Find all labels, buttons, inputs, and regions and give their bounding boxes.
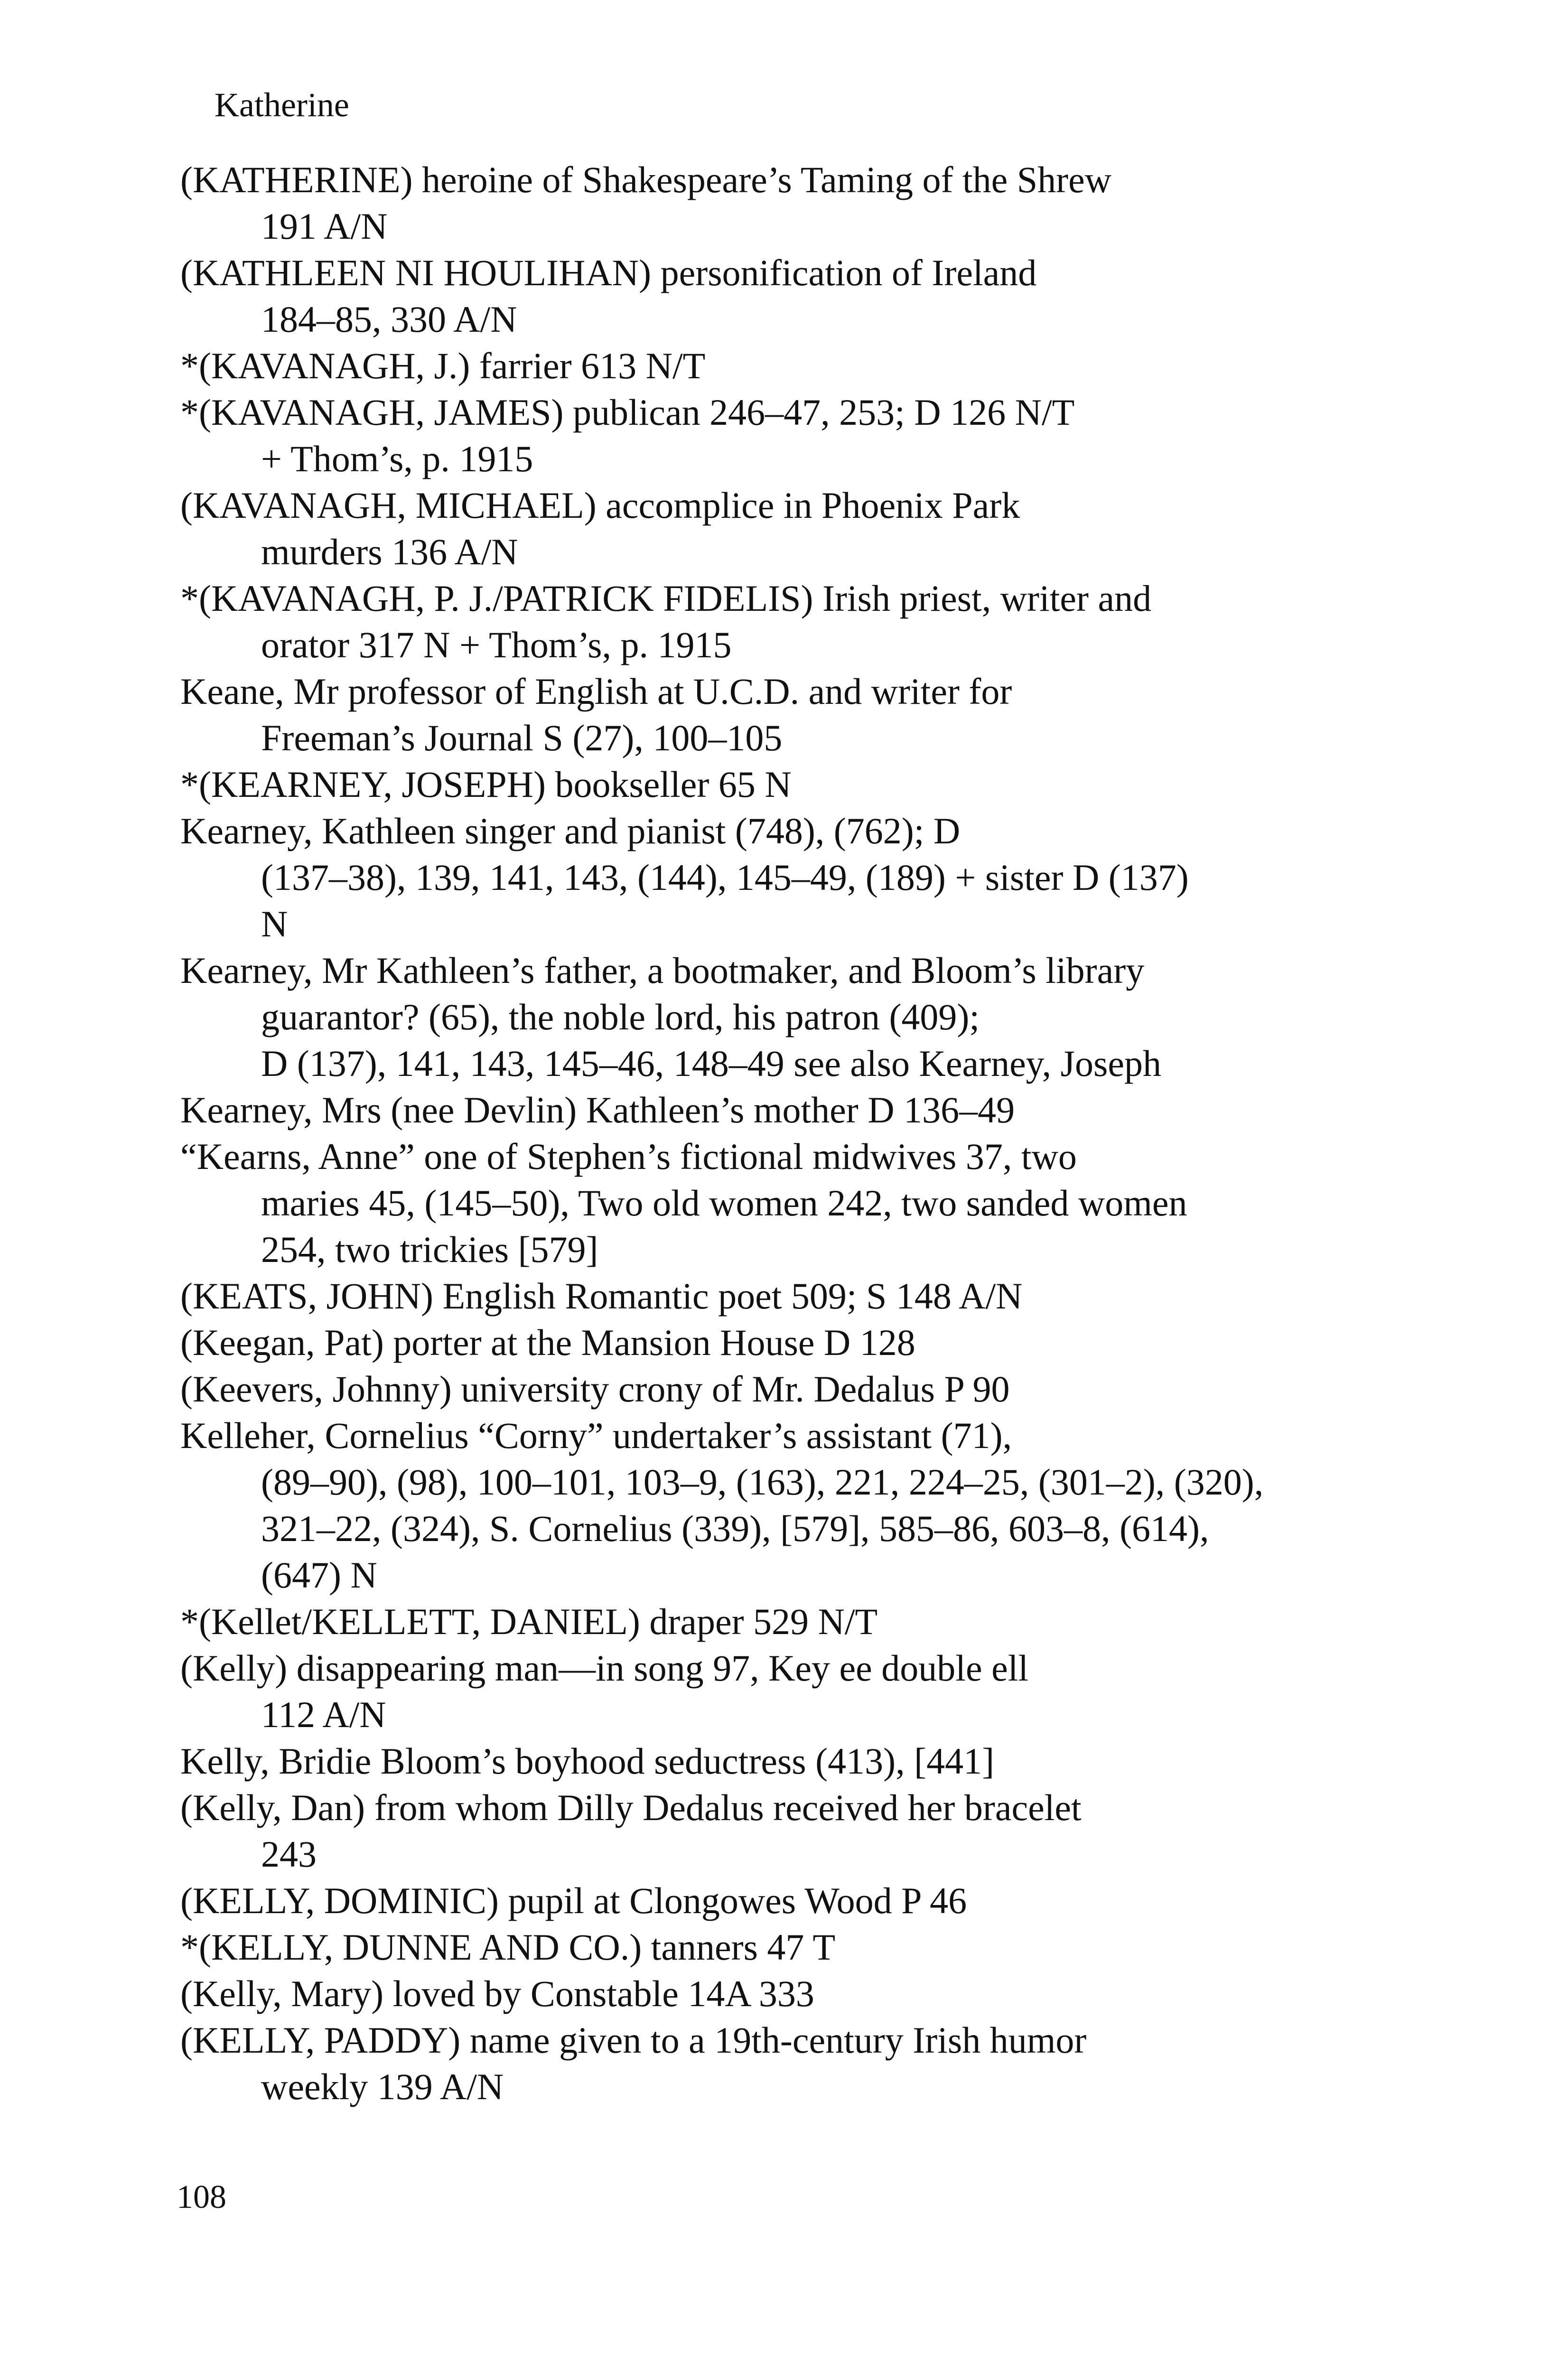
entry-headword-line: (KELLY, PADDY) name given to a 19th-century Irish humor (180, 2019, 1087, 2061)
entry-continuation-line: guarantor? (65), the noble lord, his patron (409); (261, 996, 980, 1037)
entry-continuation-line: 112 A/N (261, 1694, 386, 1735)
entry-continuation-line: maries 45, (145–50), Two old women 242, two sanded women (261, 1182, 1187, 1224)
index-entry (180, 668, 1462, 761)
index-entry (180, 808, 1462, 947)
entry-continuation-line: (89–90), (98), 100–101, 103–9, (163), 221, 224–25, (301–2), (320), (261, 1461, 1264, 1503)
entry-headword-line: *(Kellet/KELLETT, DANIEL) draper 529 N/T (180, 1601, 878, 1642)
entry-headword-line: (Keevers, Johnny) university crony of Mr. Dedalus P 90 (180, 1368, 1010, 1410)
entry-continuation-line: Freeman’s Journal S (27), 100–105 (261, 717, 783, 758)
entry-headword-line: Kelly, Bridie Bloom’s boyhood seductress (413), [441] (180, 1740, 995, 1782)
index-entries (180, 157, 1462, 2110)
index-entry (180, 2017, 1462, 2110)
index-entry (180, 1133, 1462, 1273)
entry-headword-line: (Kelly, Mary) loved by Constable 14A 333 (180, 1973, 814, 2014)
entry-headword-line: Kelleher, Cornelius “Corny” undertaker’s assistant (71), (180, 1415, 1012, 1456)
entry-headword-line: (Kelly, Dan) from whom Dilly Dedalus received her bracelet (180, 1787, 1082, 1828)
index-entry (180, 1412, 1462, 1598)
entry-continuation-line: 321–22, (324), S. Cornelius (339), [579], 585–86, 603–8, (614), (261, 1508, 1209, 1549)
index-entry (180, 157, 1462, 250)
entry-headword-line: (KELLY, DOMINIC) pupil at Clongowes Wood P 46 (180, 1880, 967, 1921)
entry-headword-line: (Keegan, Pat) porter at the Mansion House D 128 (180, 1322, 915, 1363)
index-entry (180, 1784, 1462, 1878)
page-number: 108 (177, 2179, 226, 2215)
index-entry (180, 1924, 1462, 1971)
entry-headword-line: Kearney, Mr Kathleen’s father, a bootmaker, and Bloom’s library (180, 950, 1145, 991)
entry-headword-line: (KAVANAGH, MICHAEL) accomplice in Phoenix Park (180, 485, 1020, 526)
running-head: Katherine (215, 86, 349, 124)
entry-headword-line: *(KAVANAGH, P. J./PATRICK FIDELIS) Irish priest, writer and (180, 578, 1152, 619)
entry-continuation-line: 184–85, 330 A/N (261, 299, 517, 340)
index-entry (180, 575, 1462, 668)
entry-headword-line: (Kelly) disappearing man—in song 97, Key ee double ell (180, 1647, 1029, 1689)
entry-headword-line: *(KEARNEY, JOSEPH) bookseller 65 N (180, 764, 792, 805)
entry-continuation-line: 191 A/N (261, 206, 388, 247)
entry-headword-line: *(KAVANAGH, JAMES) publican 246–47, 253; D 126 N/T (180, 392, 1075, 433)
entry-headword-line: (KEATS, JOHN) English Romantic poet 509; S 148 A/N (180, 1275, 1023, 1317)
entry-headword-line: *(KELLY, DUNNE AND CO.) tanners 47 T (180, 1926, 836, 1968)
entry-headword-line: (KATHERINE) heroine of Shakespeare’s Taming of the Shrew (180, 159, 1112, 200)
index-entry (180, 1598, 1462, 1645)
index-entry (180, 389, 1462, 482)
entry-continuation-line: 254, two trickies [579] (261, 1229, 598, 1270)
index-entry (180, 482, 1462, 575)
entry-continuation-line: (137–38), 139, 141, 143, (144), 145–49, (189) + sister D (137) (261, 857, 1189, 898)
index-entry (180, 1738, 1462, 1784)
entry-headword-line: *(KAVANAGH, J.) farrier 613 N/T (180, 345, 706, 386)
entry-headword-line: (KATHLEEN NI HOULIHAN) personification of Ireland (180, 252, 1037, 293)
entry-headword-line: “Kearns, Anne” one of Stephen’s fictional midwives 37, two (180, 1136, 1077, 1177)
index-entry (180, 1319, 1462, 1366)
index-entry (180, 1878, 1462, 1924)
index-entry (180, 343, 1462, 389)
entry-continuation-line: 243 (261, 1833, 317, 1875)
index-entry (180, 1087, 1462, 1133)
entry-headword-line: Kearney, Kathleen singer and pianist (748), (762); D (180, 810, 961, 851)
index-entry (180, 1273, 1462, 1319)
index-entry (180, 1645, 1462, 1738)
entry-continuation-line: murders 136 A/N (261, 531, 518, 572)
entry-continuation-line: N (261, 903, 288, 944)
entry-continuation-line: orator 317 N + Thom’s, p. 1915 (261, 624, 732, 665)
entry-continuation-line: weekly 139 A/N (261, 2066, 504, 2107)
entry-headword-line: Keane, Mr professor of English at U.C.D. and writer for (180, 671, 1012, 712)
index-entry (180, 1366, 1462, 1412)
entry-continuation-line: D (137), 141, 143, 145–46, 148–49 see also Kearney, Joseph (261, 1043, 1161, 1084)
index-entry (180, 947, 1462, 1087)
entry-continuation-line: + Thom’s, p. 1915 (261, 438, 533, 479)
index-entry (180, 761, 1462, 808)
index-entry (180, 1971, 1462, 2017)
entry-headword-line: Kearney, Mrs (nee Devlin) Kathleen’s mother D 136–49 (180, 1089, 1015, 1130)
entry-continuation-line: (647) N (261, 1554, 377, 1596)
index-entry (180, 250, 1462, 343)
